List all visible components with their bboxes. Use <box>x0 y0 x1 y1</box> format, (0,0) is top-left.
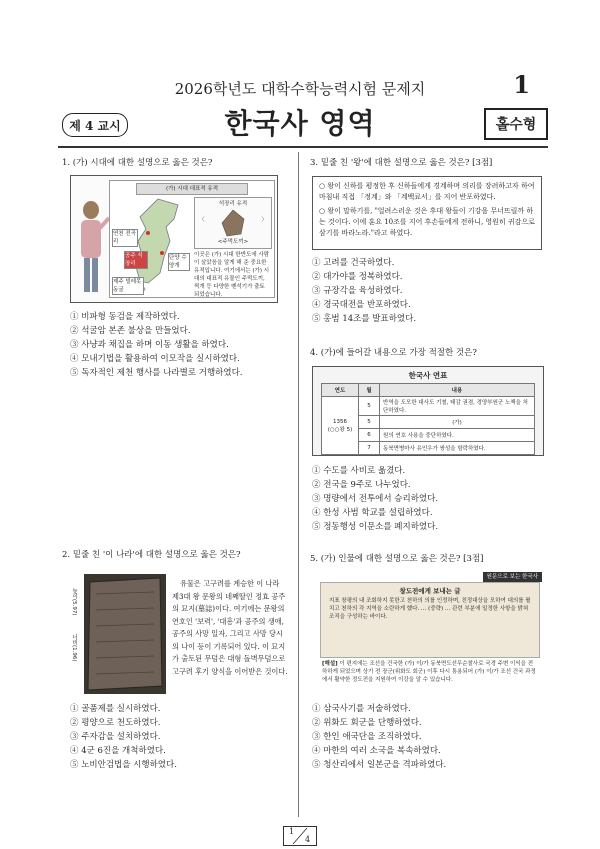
option[interactable]: ① 삼국사기를 저술하였다. <box>312 704 411 714</box>
column-divider <box>298 152 299 817</box>
option[interactable]: ③ 규장각을 육성하였다. <box>312 286 403 296</box>
option[interactable]: ① 고려를 건국하였다. <box>312 258 395 268</box>
q5-stem: 5. (가) 인물에 대한 설명으로 옳은 것은? [3점] <box>310 554 484 564</box>
year-cell <box>322 397 359 455</box>
option[interactable]: ④ 4군 6진을 개척하였다. <box>70 746 166 756</box>
page-indicator <box>283 826 317 846</box>
option[interactable]: ② 대가야를 정복하였다. <box>312 272 403 282</box>
month-cell: 5 <box>359 397 380 416</box>
table-header: 내용 <box>380 384 535 397</box>
timeline-table <box>321 383 535 455</box>
page-number: 1 <box>513 70 530 99</box>
option[interactable]: ⑤ 노비안검법을 시행하였다. <box>70 760 177 770</box>
map-label: 연천 전곡리 <box>113 231 137 245</box>
artifact-label: <주먹도끼> <box>217 239 249 245</box>
option[interactable]: ② 전국을 9주로 나누었다. <box>312 480 411 490</box>
teacher-figure-icon <box>73 196 109 298</box>
subject-title: 한국사 영역 <box>224 107 376 140</box>
q5-options <box>312 702 446 772</box>
q4-options <box>312 464 438 534</box>
reign: (○○왕 5) <box>327 426 353 433</box>
timeline-title: 한국사 연표 <box>408 371 448 380</box>
option[interactable]: ④ 한성 사범 학교를 설립하였다. <box>312 508 433 518</box>
content-cell: 반역을 도모한 대사도 기철, 태감 권겸, 경양부원군 노책을 처단하였다. <box>380 397 535 416</box>
option[interactable]: ④ 마한의 여러 소국을 복속하였다. <box>312 746 441 756</box>
stele-photo-icon <box>84 574 166 694</box>
content-cell: 동북면병마사 유인우가 쌍성을 함락하였다. <box>380 442 535 455</box>
q1-slide-board <box>109 180 275 298</box>
table-header: 연도 <box>322 384 359 397</box>
content-cell: 원의 연호 사용을 중단하였다. <box>380 429 535 442</box>
option[interactable]: ⑤ 독자적인 제천 행사를 나라별로 거행하였다. <box>70 368 243 378</box>
side-label: 너비(1.96) <box>71 634 77 662</box>
q4-timeline <box>312 366 544 456</box>
table-header: 월 <box>359 384 380 397</box>
scroll-title: 창도전에게 보내는 글 <box>399 587 461 595</box>
month-cell: 5 <box>359 416 380 429</box>
artifact-panel <box>194 197 272 249</box>
q2-passage: 유물은 고구려를 계승한 이 나라 제3대 왕 문왕의 네째딸인 정효 공주의 묘지(墓誌)이다. 여기에는 문왕의 연호인 '보력', '대흥'과 공주의 생애, 공주의 사망 일자, 그리고 사망 당시의 나이 등이 기록되어 있다. 이 묘지가 출토된 무덤은 대형 돌벽무덤으로 고구려 후기 양식을 이어받은 것이다. <box>172 579 288 676</box>
scroll-text: 지표 창평의 내 조회하지 못한고 천하의 의를 인정하며, 친정대상을 모하여 대의를 펼치고 천하의 각 지역을 소란하게 했다. … (중략) … 관련 부분에 일정한 사항을 밝혀 조직을 구성하는 바이다. <box>329 598 531 620</box>
commentary-text: 이 편지에는 조선을 건국한 (가) 이/가 동북면도선무순찰사로 국경 주변 이익을 전하하게 되었으며 상기 전 장군(위화도 회군) 이후 다시 통용되어 (가) 이/가 조선 건국 과정에서 활약한 정도전을 지원하여 이강을 알 수 있습니다. <box>322 661 536 683</box>
option[interactable]: ① 수도를 사비로 옮겼다. <box>312 466 406 476</box>
content-cell-blank: (가) <box>380 416 535 429</box>
current-page: 1 <box>289 827 295 836</box>
q3-options <box>312 256 416 326</box>
map-label: 공주 석장리 <box>124 251 148 269</box>
month-cell: 6 <box>359 429 380 442</box>
period-badge: 제 4 교시 <box>62 113 128 137</box>
month-cell: 7 <box>359 442 380 455</box>
q3-bullet: ○ 왕이 신하를 평정한 후 신하들에게 경계하며 의리를 장려하고자 하여 마침내 직접 「정계」와 「계백료서」를 지어 반포하였다. <box>319 182 535 201</box>
option[interactable]: ① 비파형 동검을 제작하였다. <box>70 312 180 322</box>
q1-options <box>70 310 243 380</box>
q2-figure <box>70 574 288 694</box>
question-type-badge: 홀수형 <box>484 108 548 140</box>
option[interactable]: ① 골품제를 실시하였다. <box>70 704 161 714</box>
chevron-left-icon: 〈 <box>199 217 205 223</box>
q1-stem: 1. (가) 시대에 대한 설명으로 옳은 것은? <box>62 158 213 168</box>
total-pages: 4 <box>305 835 311 844</box>
slide-text: 이곳은 (가) 시대 한반도에 사람이 살았음을 알게 해 준 중요한 유적입니다. 여기에서는 (가) 시대의 대표적 유물인 주먹도끼, 찍개 등 다양한 뗀석기가 출토되었습니다. <box>194 252 270 298</box>
slide-title: (가) 시대 대표적 유적 <box>136 183 248 195</box>
side-label: 높이(5.97) <box>71 588 77 616</box>
option[interactable]: ② 위화도 회군을 단행하였다. <box>312 718 422 728</box>
header-rule <box>58 146 548 148</box>
q2-options <box>70 702 177 772</box>
option[interactable]: ② 평양으로 천도하였다. <box>70 718 161 728</box>
q3-bullet: ○ 왕이 말하기를, "얼려스러운 것은 후대 왕들이 기강을 무너뜨릴까 하는 것이다. 이에 훈요 10조를 지어 후손들에게 전하니, 영원히 귀감으로 삼기를 바라노라."라고 하였다. <box>319 207 535 237</box>
map-label: 제주 빌레못 동굴 <box>112 277 144 295</box>
artifact-caption: 석장리 유적 <box>218 201 248 207</box>
option[interactable]: ② 석굴암 본존 불상을 만들었다. <box>70 326 191 336</box>
option[interactable]: ④ 경국대전을 반포하였다. <box>312 300 411 310</box>
option[interactable]: ⑤ 홍범 14조를 발표하였다. <box>312 314 417 324</box>
option[interactable]: ⑤ 청산리에서 일본군을 격파하였다. <box>312 760 447 770</box>
source-tag: 원문으로 보는 한국사 <box>483 572 542 582</box>
q5-figure <box>314 572 542 696</box>
q2-stem: 2. 밑줄 친 '이 나라'에 대한 설명으로 옳은 것은? <box>62 550 241 560</box>
q4-stem: 4. (가)에 들어갈 내용으로 가장 적절한 것은? <box>310 348 477 358</box>
option[interactable]: ③ 한인 애국단을 조직하였다. <box>312 732 422 742</box>
scroll-document <box>320 582 540 658</box>
commentary <box>322 660 538 684</box>
option[interactable]: ③ 주자감을 설치하였다. <box>70 732 161 742</box>
option[interactable]: ③ 명량에서 전투에서 승리하였다. <box>312 494 439 504</box>
option[interactable]: ⑤ 정동행성 이문소를 폐지하였다. <box>312 522 439 532</box>
exam-title: 2026학년도 대학수학능력시험 문제지 <box>174 80 426 98</box>
commentary-label: [해설] <box>322 661 338 667</box>
option[interactable]: ④ 모내기법을 활용하여 이모작을 실시하였다. <box>70 354 240 364</box>
option[interactable]: ③ 사냥과 채집을 하며 이동 생활을 하였다. <box>70 340 229 350</box>
hand-axe-icon <box>219 209 247 237</box>
year: 1356 <box>333 418 347 425</box>
chevron-right-icon: 〉 <box>261 217 267 223</box>
q3-stem: 3. 밑줄 친 '왕'에 대한 설명으로 옳은 것은? [3점] <box>310 158 493 168</box>
map-label: 단양 수양개 <box>168 253 190 271</box>
q3-passage-box <box>312 176 542 250</box>
q1-figure <box>70 175 278 303</box>
